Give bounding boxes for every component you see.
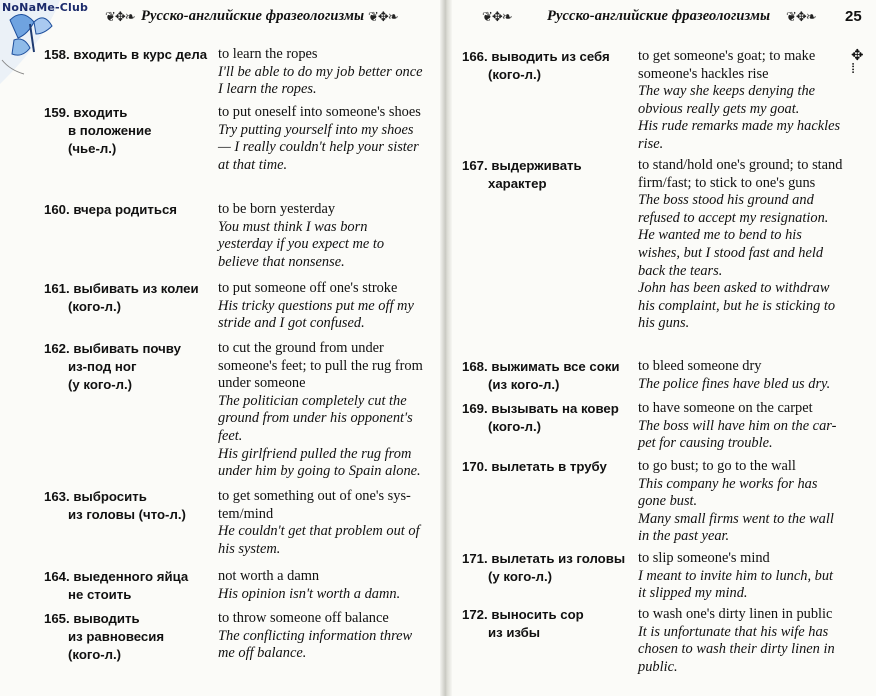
example-sentence: The conflicting information threw me off balance. (218, 627, 413, 662)
watermark-text: NoNaMe-Club (2, 1, 89, 14)
translation-text: to bleed someone dry (638, 358, 762, 374)
idiom-text: (чье-л.) (68, 141, 117, 156)
english-translation (638, 550, 844, 603)
entry-number: 172. (462, 607, 488, 622)
example-sentence: The way she keeps denying the obvious really gets my goat. (638, 83, 816, 117)
side-flourish-icon: ✥ ⁞ (851, 48, 864, 77)
example-sentence: Many small firms went to the wall in the past year. (638, 510, 834, 545)
idiom-text: выводить (73, 611, 140, 626)
idiom-text: выносить сор (491, 607, 584, 622)
russian-idiom (44, 610, 164, 664)
idiom-text: из головы (что-л.) (68, 507, 186, 522)
russian-idiom (462, 48, 610, 84)
english-translation (218, 104, 424, 174)
idiom-text: выжимать все соки (491, 359, 620, 374)
translation-text: to learn the ropes (218, 46, 318, 62)
idiom-text: вылетать в трубу (491, 459, 607, 474)
translation-text: to throw someone off balance (218, 610, 389, 626)
entry-number: 163. (44, 489, 70, 504)
example-sentence: The politician completely cut the ground from under his opponent's feet. (218, 392, 413, 444)
russian-idiom (44, 340, 181, 394)
english-translation (638, 458, 844, 546)
entry-number: 159. (44, 105, 70, 120)
entry-number: 168. (462, 359, 488, 374)
entry-number: 161. (44, 281, 70, 296)
idiom-text: из равновесия (68, 629, 165, 644)
russian-idiom (462, 400, 619, 436)
idiom-text: (у кого-л.) (68, 377, 133, 392)
entry-number: 171. (462, 551, 488, 566)
example-sentence: I meant to invite him to lunch, but it slipped my mind. (638, 567, 834, 602)
watermark (0, 0, 92, 84)
idiom-text: не стоить (68, 587, 132, 602)
entry-number: 165. (44, 611, 70, 626)
english-translation (638, 400, 844, 453)
example-sentence: His tricky questions put me off my stride and I got confused. (218, 297, 414, 332)
entry-number: 164. (44, 569, 70, 584)
translation-text: to slip someone's mind (638, 550, 770, 566)
idiom-text: характер (488, 176, 547, 191)
english-translation (218, 488, 424, 558)
entry-number: 166. (462, 49, 488, 64)
russian-idiom (44, 568, 188, 604)
russian-idiom (44, 488, 186, 524)
russian-idiom (462, 550, 625, 586)
header-ornament-right-icon: ❦✥❧ (786, 9, 816, 24)
idiom-text: выбросить (73, 489, 147, 504)
entry-number: 160. (44, 202, 70, 217)
russian-idiom (44, 201, 177, 219)
english-translation (218, 201, 424, 271)
translation-text: to cut the ground from under someone's feet; to pull the rug from under someone (218, 340, 423, 392)
translation-text: to get something out of one's sys-tem/mind (218, 488, 411, 522)
translation-text: not worth a damn (218, 568, 320, 584)
idiom-text: (из кого-л.) (488, 377, 560, 392)
english-translation (638, 358, 844, 393)
example-sentence: The boss stood his ground and refused to accept my resignation. (638, 192, 829, 226)
example-sentence: Try putting yourself into my shoes — I really couldn't help your sister at that time. (218, 121, 419, 173)
english-translation (218, 610, 424, 663)
example-sentence: His rude remarks made my hackles rise. (638, 118, 841, 152)
idiom-text: в положение (68, 123, 152, 138)
example-sentence: His girlfriend pulled the rug from under him by going to Spain alone. (218, 445, 421, 480)
left-page-header: Русско-английские фразеологизмы (141, 8, 365, 24)
header-ornament-left-icon: ❦✥❧ (105, 9, 135, 24)
translation-text: to get someone's goat; to make someone's hackles rise (638, 48, 816, 82)
example-sentence: The boss will have him on the car-pet for causing trouble. (638, 417, 837, 452)
entry-number: 169. (462, 401, 488, 416)
russian-idiom (44, 280, 199, 316)
idiom-text: вызывать на ковер (491, 401, 619, 416)
idiom-text: из избы (488, 625, 541, 640)
english-translation (638, 48, 844, 154)
idiom-text: из-под ног (68, 359, 137, 374)
english-translation (638, 606, 844, 676)
example-sentence: He wanted me to bend to his wishes, but I stood fast and held back the tears. (638, 227, 824, 279)
idiom-text: (кого-л.) (68, 299, 122, 314)
page-number: 25 (845, 8, 862, 25)
example-sentence: I'll be able to do my job better once I learn the ropes. (218, 63, 423, 98)
entry-number: 167. (462, 158, 488, 173)
english-translation (218, 46, 424, 99)
translation-text: to put oneself into someone's shoes (218, 104, 421, 120)
example-sentence: John has been asked to withdraw his complaint, but he is sticking to his guns. (638, 280, 836, 332)
translation-text: to have someone on the carpet (638, 400, 813, 416)
idiom-text: выбивать почву (73, 341, 181, 356)
entry-number: 170. (462, 459, 488, 474)
translation-text: to stand/hold one's ground; to stand firm/fast; to stick to one's guns (638, 157, 843, 191)
translation-text: to be born yesterday (218, 201, 336, 217)
idiom-text: выводить из себя (491, 49, 610, 64)
example-sentence: His opinion isn't worth a damn. (218, 585, 401, 602)
translation-text: to put someone off one's stroke (218, 280, 398, 296)
idiom-text: выбивать из колеи (73, 281, 199, 296)
idiom-text: вылетать из головы (491, 551, 626, 566)
idiom-text: выдерживать (491, 158, 582, 173)
idiom-text: (у кого-л.) (488, 569, 553, 584)
russian-idiom (462, 157, 582, 193)
right-page (446, 0, 876, 696)
idiom-text: выеденного яйца (73, 569, 189, 584)
entry-number: 162. (44, 341, 70, 356)
russian-idiom (462, 606, 584, 642)
russian-idiom (462, 358, 620, 394)
russian-idiom (44, 104, 151, 158)
header-ornament-right-icon: ❦✥❧ (368, 9, 398, 24)
idiom-text: входить (73, 105, 128, 120)
english-translation (218, 280, 424, 333)
idiom-text: вчера родиться (73, 202, 178, 217)
example-sentence: You must think I was born yesterday if you expect me to believe that nonsense. (218, 218, 385, 270)
example-sentence: He couldn't get that problem out of his system. (218, 523, 420, 557)
russian-idiom (462, 458, 607, 476)
example-sentence: The police fines have bled us dry. (638, 375, 831, 392)
english-translation (218, 340, 424, 481)
idiom-text: входить в курс дела (73, 47, 208, 62)
translation-text: to go bust; to go to the wall (638, 458, 796, 474)
idiom-text: (кого-л.) (68, 647, 122, 662)
idiom-text: (кого-л.) (488, 67, 542, 82)
entry-number: 158. (44, 47, 70, 62)
idiom-text: (кого-л.) (488, 419, 542, 434)
english-translation (218, 568, 424, 603)
right-page-header: Русско-английские фразеологизмы (547, 8, 771, 24)
translation-text: to wash one's dirty linen in public (638, 606, 833, 622)
english-translation (638, 157, 844, 333)
example-sentence: This company he works for has gone bust. (638, 475, 818, 510)
header-ornament-left-icon: ❦✥❧ (482, 9, 512, 24)
example-sentence: It is unfortunate that his wife has chosen to wash their dirty linen in public. (638, 623, 835, 675)
